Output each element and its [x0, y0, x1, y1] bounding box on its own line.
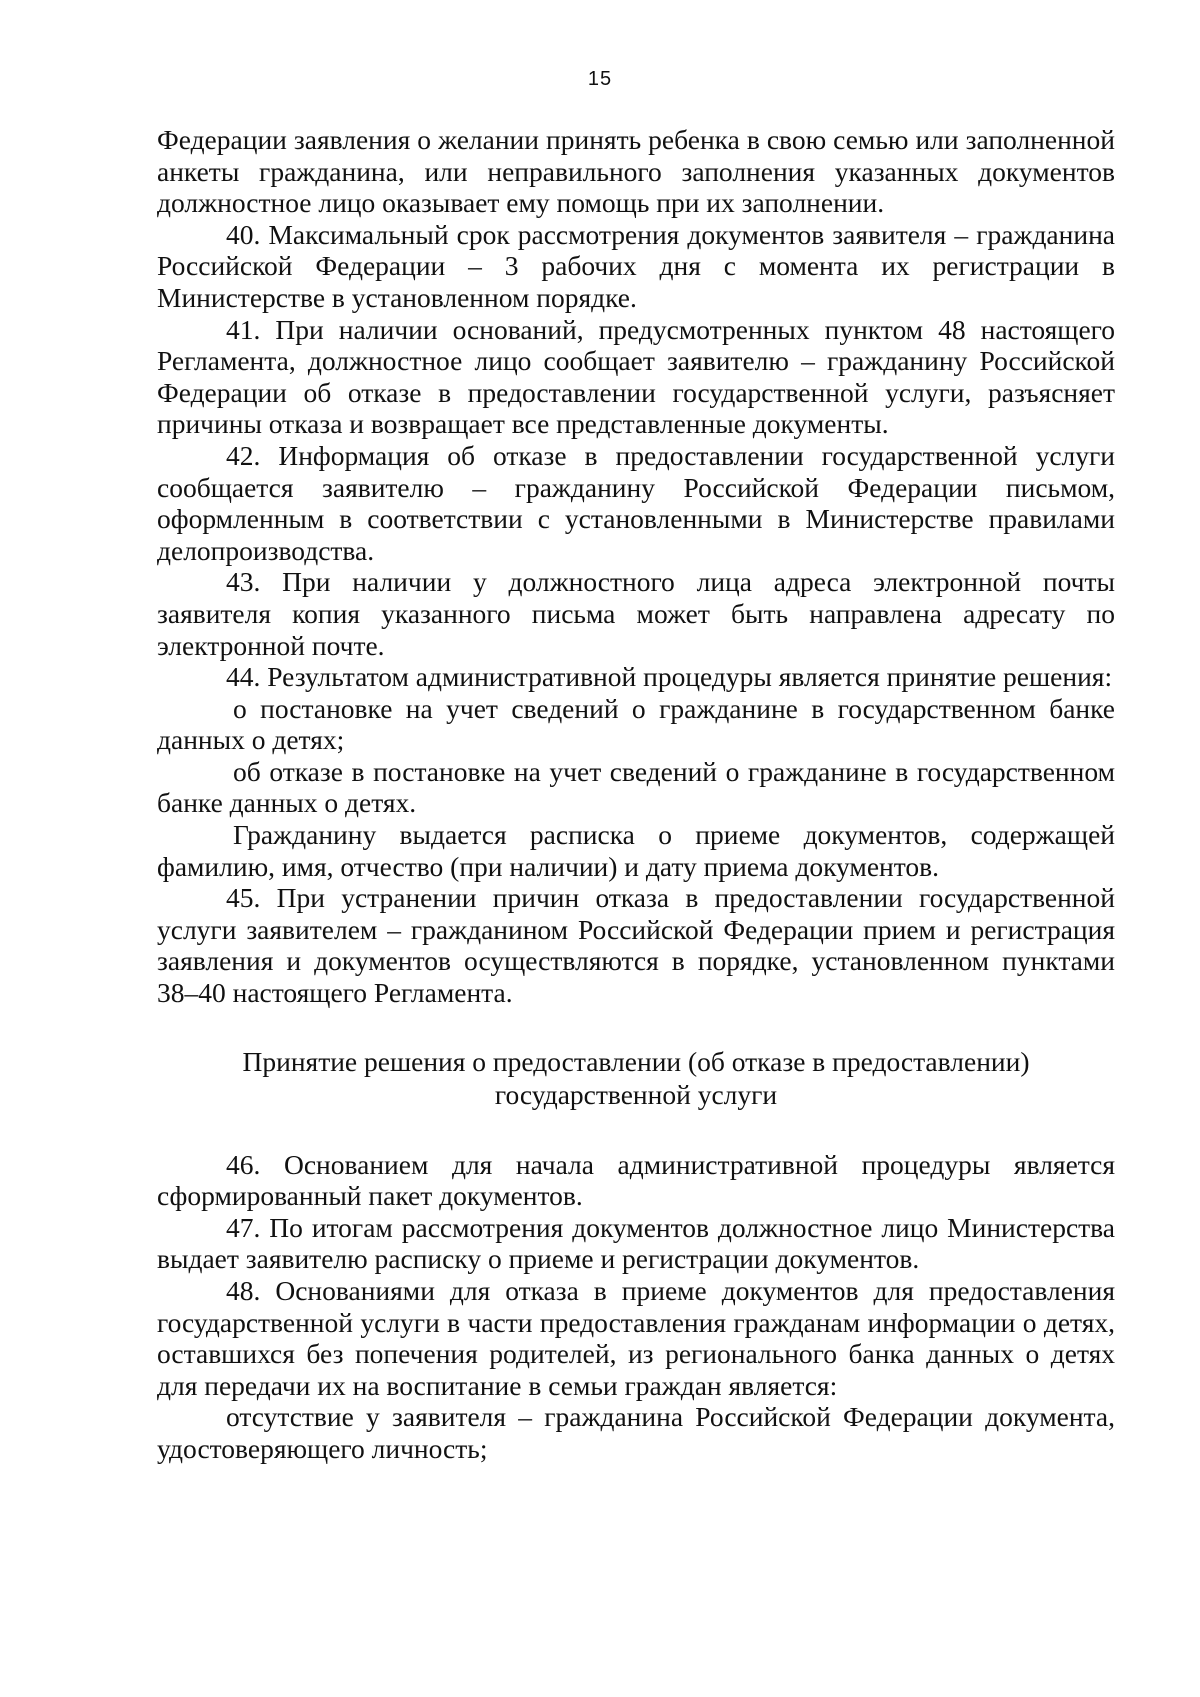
- paragraph-42: 42. Информация об отказе в предоставлении государственной услуги сообщается заявителю – гражданину Российской Федерации письмом, оформленным в соответствии с установленными в Министерстве правилами делопроизводства.: [157, 439, 1115, 566]
- paragraph-41: 41. При наличии оснований, предусмотренных пунктом 48 настоящего Регламента, должностное лицо сообщает заявителю – гражданину Российской Федерации об отказе в предоставлении государственной услуги, разъясняет причины отказа и возвращает все представленные документы.: [157, 313, 1115, 440]
- section-heading-line-2: государственной услуги: [494, 1078, 778, 1110]
- paragraph-44: 44. Результатом административной процедуры является принятие решения:: [226, 661, 1113, 693]
- paragraph-43: 43. При наличии у должностного лица адреса электронной почты заявителя копия указанного письма может быть направлена адресату по электронной почте.: [157, 566, 1115, 661]
- document-body: [157, 124, 1115, 1465]
- paragraph-44-receipt: Гражданину выдается расписка о приеме документов, содержащей фамилию, имя, отчество (при наличии) и дату приема документов.: [157, 819, 1115, 882]
- paragraph-48-item-1: отсутствие у заявителя – гражданина Российской Федерации документа, удостоверяющего личность;: [157, 1401, 1115, 1464]
- paragraph-45: 45. При устранении причин отказа в предоставлении государственной услуги заявителем – гражданином Российской Федерации прием и регистрация заявления и документов осуществляются в порядке, установленном пунктами 38–40 настоящего Регламента.: [157, 882, 1115, 1009]
- paragraph-44-item-1: о постановке на учет сведений о гражданине в государственном банке данных о детях;: [157, 692, 1115, 756]
- paragraph-40: 40. Максимальный срок рассмотрения документов заявителя – гражданина Российской Федерации – 3 рабочих дня с момента их регистрации в Министерстве в установленном порядке.: [157, 218, 1115, 313]
- paragraph-46: 46. Основанием для начала административной процедуры является сформированный пакет документов.: [157, 1148, 1115, 1212]
- paragraph-44-item-2: об отказе в постановке на учет сведений о гражданине в государственном банке данных о детях.: [157, 755, 1115, 819]
- paragraph-48: 48. Основаниями для отказа в приеме документов для предоставления государственной услуги в части предоставления гражданам информации о детях, оставшихся без попечения родителей, из регионального банка данных о детях для передачи их на воспитание в семьи граждан является:: [157, 1275, 1115, 1401]
- paragraph-47: 47. По итогам рассмотрения документов должностное лицо Министерства выдает заявителю расписку о приеме и регистрации документов.: [157, 1211, 1115, 1275]
- paragraph-continuation: Федерации заявления о желании принять ребенка в свою семью или заполненной анкеты гражданина, или неправильного заполнения указанных документов должностное лицо оказывает ему помощь при их заполнении.: [157, 124, 1115, 219]
- page-number: 15: [587, 68, 613, 90]
- section-heading-line-1: Принятие решения о предоставлении (об отказе в предоставлении): [242, 1045, 1030, 1077]
- section-heading: [157, 1045, 1115, 1111]
